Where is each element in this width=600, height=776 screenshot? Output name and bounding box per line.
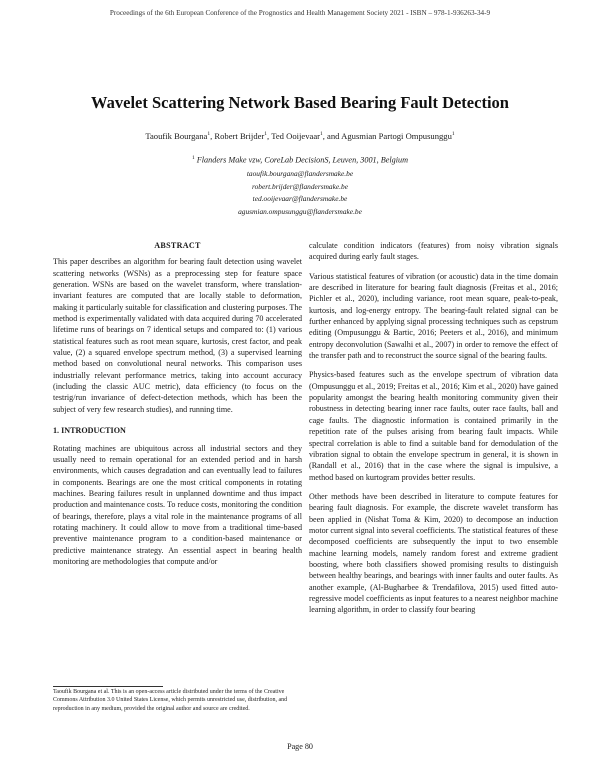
email-address[interactable]: agusmian.ompusunggu@flandersmake.be: [238, 206, 362, 216]
email-list: [0, 168, 600, 218]
email-address[interactable]: robert.brijder@flandersmake.be: [251, 181, 349, 191]
author-separator: ,: [210, 131, 215, 141]
author-name: Robert Brijder: [214, 131, 265, 141]
abstract-heading: ABSTRACT: [154, 241, 201, 250]
author-affil-mark: 1: [264, 131, 268, 138]
affiliation-text: Flanders Make vzw, CoreLab DecisionS, Leuven, 3001, Belgium: [196, 155, 409, 165]
abstract-text: This paper describes an algorithm for bearing fault detection using wavelet scattering networks (WSNs) as a preprocessing step for feature space generation. WSNs are based on the wavelet transform, where translation-invariant features are computed that are locally stable to deformation, making it particularly suitable for classification and clustering purposes. The method is experimentally validated with data acquired during 70 accelerated lifetime runs of bearings on 7 identical setups and compared to: (1) various statistical features such as root mean square, kurtosis, crest factor, and peak value, (2) a squared envelope spectrum method, (3) a supervised learning method based on convolutional neural networks. This comparison uses industrially relevant performance metrics, taking into account accuracy (including the classic AUC metric), data efficiency (to focus on the testrig/run invariance of defect-detection methods, which has been the subject of very few research studies), and running time.: [53, 257, 302, 414]
author-list: [0, 131, 600, 141]
affiliation: [0, 155, 600, 165]
author-name: Taoufik Bourgana: [145, 131, 208, 141]
author-separator: ,: [267, 131, 272, 141]
author-name: Agusmian Partogi Ompusunggu: [341, 131, 452, 141]
license-footnote: Taoufik Bourgana et al. This is an open-access article distributed under the terms of the Creative Commons Attribution 3.0 United States License, which permits unrestricted use, distribution, and reproduction in any medium, provided the original author and source are credited.: [53, 689, 288, 712]
author-affil-mark: 1: [207, 131, 211, 138]
email-address[interactable]: ted.ooijevaar@flandersmake.be: [252, 194, 348, 203]
author-affil-mark: 1: [320, 131, 323, 138]
author-separator: , and: [322, 131, 342, 141]
body-paragraph: calculate condition indicators (features) from noisy vibration signals acquired during early fault stages.: [309, 241, 558, 262]
right-column: [309, 240, 558, 624]
affiliation-mark: 1: [191, 155, 195, 161]
page-number: Page 80: [287, 742, 313, 751]
body-paragraph: Physics-based features such as the envelope spectrum of vibration data (Ompusunggu et al., 2019; Freitas et al., 2016; Kim et al., 2020) have gained popularity amongst the bearing health monitoring community given their robustness in detecting bearing inner race faults, outer race faults, ball and cage faults. The diagnostic information is contained primarily in the repetition rate of the pulses arising from bearing fault impacts. While spectral correlation is able to find a suitable band for demodulation of the vibration signal to obtain the envelope spectrum in general, it is shown in (Randall et al., 2016) that in the case where the signal is impulsive, a method based on kurtogram provides better results.: [309, 370, 558, 482]
author-affil-mark: 1: [451, 131, 455, 138]
introduction-paragraph: Rotating machines are ubiquitous across all industrial sectors and they usually need to remain operational for an extended period and in harsh environments, which causes degradation and can eventually lead to failures in components. Bearings are one the most critical components in rotating machines. Bearing failures result in unplanned downtime and thus impact production and maintenance costs. To reduce costs, monitoring the condition of bearings, therefore, plays a vital role in the maintenance programs of all rotating machinery. It could allow to move from a traditional time-based preventive maintenance program to a condition-based maintenance or predictive maintenance strategy. An essential aspect in bearing health monitoring are methodologies that compute and/or: [53, 443, 302, 566]
body-paragraph: Other methods have been described in literature to compute features for bearing fault diagnosis. For example, the discrete wavelet transform has been applied in (Nishat Toma & Kim, 2020) to decompose an induction motor current signal into several coefficients. The statistical features of these decomposed coefficients are subsequently the input to two ensemble machine learning models, namely random forest and extreme gradient boosting, where both classifiers showed promising results to distinguish between healthy bearings, and bearings with inner faults and outer faults. As another example, (Al-Bugharbee & Trendafilova, 2015) used fitted auto-regressive model coefficients as input features to a nearest neighbor machine learning algorithm, in order to classify four bearing: [309, 491, 558, 615]
footnote-divider: [53, 686, 163, 687]
body-paragraph: Various statistical features of vibration (or acoustic) data in the time domain are described in literature for bearing fault diagnosis (Freitas et al., 2016; Pichler et al., 2020), including variance, root mean square, peak-to-peak, kurtosis, and log-energy entropy. The bearing-fault related signal can be further enhanced by applying signal processing techniques such as cepstrum editing (Ompusunggu & Bartic, 2016; Peeters et al., 2016), and minimum entropy deconvolution (Sawalhi et al., 2007) in order to remove the effect of the transfer path and to reconstruct the source signal of the bearing faults.: [309, 271, 558, 361]
introduction-heading: 1. INTRODUCTION: [53, 426, 126, 436]
running-header: Proceedings of the 6th European Conference of the Prognostics and Health Management Society 2021 - ISBN – 978-1-936263-34-9: [109, 9, 491, 17]
left-column: [53, 240, 302, 575]
author-name: Ted Ooijevaar: [271, 131, 320, 141]
email-address[interactable]: taoufik.bourgana@flandersmake.be: [246, 169, 354, 178]
paper-title: Wavelet Scattering Network Based Bearing Fault Detection: [91, 93, 509, 112]
